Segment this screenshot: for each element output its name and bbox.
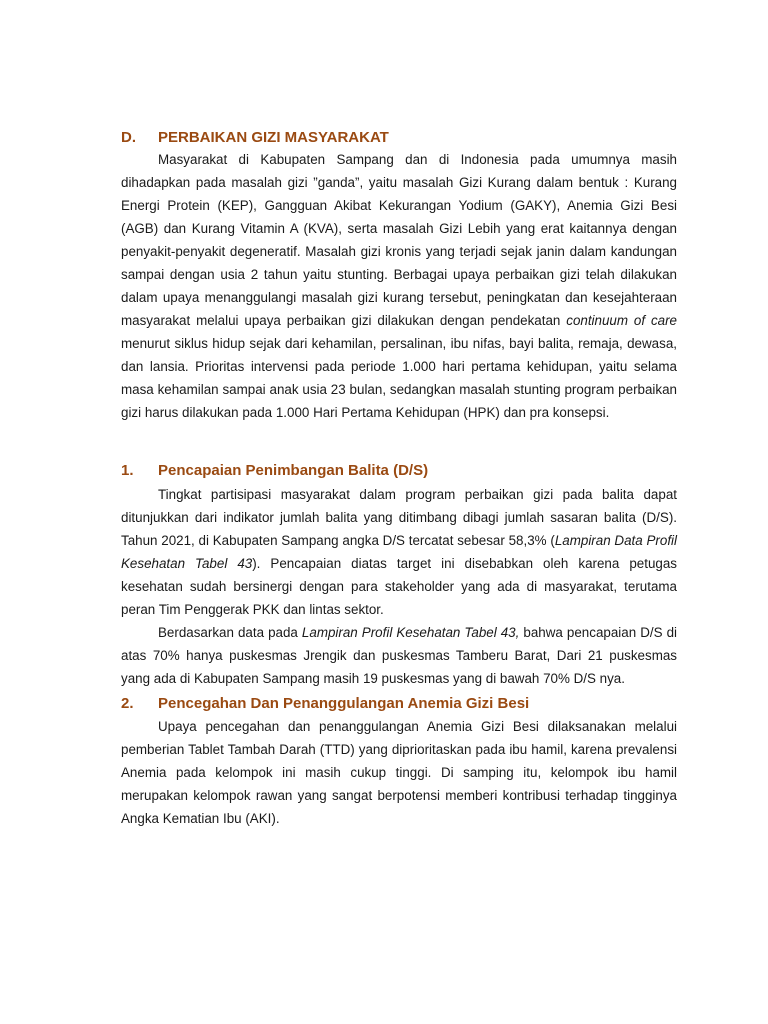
section-1-p2-text-a: Berdasarkan data pada (158, 625, 302, 640)
section-1-p1-italic-ref: Lampiran Data Profil Kesehatan Tabel 43 (121, 533, 677, 571)
section-2-number: 2. (121, 695, 134, 712)
section-1-heading (121, 461, 677, 481)
section-d-paragraph (121, 148, 677, 424)
section-1-p1-text-a: Tingkat partisipasi masyarakat dalam program perbaikan gizi pada balita dapat ditunjukkan dari indikator jumlah balita yang ditimbang dibagi jumlah sasaran balita (D/S). Tahun 2021, di Kabupaten Sampang angka D/S tercatat sebesar 58,3% ( (121, 487, 677, 548)
section-1-p2-italic-ref: Lampiran Profil Kesehatan Tabel 43, (301, 625, 520, 640)
section-d-heading (121, 128, 677, 148)
section-d-title: PERBAIKAN GIZI MASYARAKAT (158, 129, 389, 146)
section-1-title: Pencapaian Penimbangan Balita (D/S) (158, 462, 429, 479)
section-2-heading (121, 694, 677, 714)
section-2-paragraph: Upaya pencegahan dan penanggulangan Anemia Gizi Besi dilaksanakan melalui pemberian Tablet Tambah Darah (TTD) yang diprioritaskan pada ibu hamil, karena prevalensi Anemia pada kelompok ini masih cukup tinggi. Di samping itu, kelompok ibu hamil merupakan kelompok rawan yang sangat berpotensi memberi kontribusi terhadap tingginya Angka Kematian Ibu (AKI). (121, 719, 677, 826)
section-1-number: 1. (121, 462, 134, 479)
section-d-number: D. (121, 129, 136, 146)
section-1-paragraph-2 (121, 621, 677, 690)
section-2-title: Pencegahan Dan Penanggulangan Anemia Gizi Besi (158, 695, 530, 712)
section-1-p2-text-b: bahwa pencapaian D/S di atas 70% hanya puskesmas Jrengik dan puskesmas Tamberu Barat, Dari 21 puskesmas yang ada di Kabupaten Sampang masih 19 puskesmas yang di bawah 70% D/S nya. (121, 625, 677, 686)
section-d-italic-term: continuum of care (566, 313, 677, 328)
section-d-text-b: menurut siklus hidup sejak dari kehamilan, persalinan, ibu nifas, bayi balita, remaja, dewasa, dan lansia. Prioritas intervensi pada periode 1.000 hari pertama kehidupan, yaitu selama masa kehamilan sampai anak usia 23 bulan, sedangkan masalah stunting program perbaikan gizi harus dilakukan pada 1.000 Hari Pertama Kehidupan (HPK) dan pra konsepsi. (121, 336, 677, 420)
document-page (121, 128, 677, 830)
section-1-p1-text-b: ). Pencapaian diatas target ini disebabkan oleh karena petugas kesehatan sudah bersinergi dengan para stakeholder yang ada di masyarakat, terutama peran Tim Penggerak PKK dan lintas sektor. (121, 556, 677, 617)
section-1-paragraph-1 (121, 483, 677, 621)
section-d-text-a: Masyarakat di Kabupaten Sampang dan di Indonesia pada umumnya masih dihadapkan pada masalah gizi ”ganda”, yaitu masalah Gizi Kurang dalam bentuk : Kurang Energi Protein (KEP), Gangguan Akibat Kekurangan Yodium (GAKY), Anemia Gizi Besi (AGB) dan Kurang Vitamin A (KVA), serta masalah Gizi Lebih yang erat kaitannya dengan penyakit-penyakit degeneratif. Masalah gizi kronis yang terjadi sejak janin dalam kandungan sampai dengan usia 2 tahun yaitu stunting. Berbagai upaya perbaikan gizi telah dilakukan dalam upaya menanggulangi masalah gizi kurang tersebut, peningkatan dan kesejahteraan masyarakat melalui upaya perbaikan gizi dilakukan dengan pendekatan (121, 152, 677, 328)
